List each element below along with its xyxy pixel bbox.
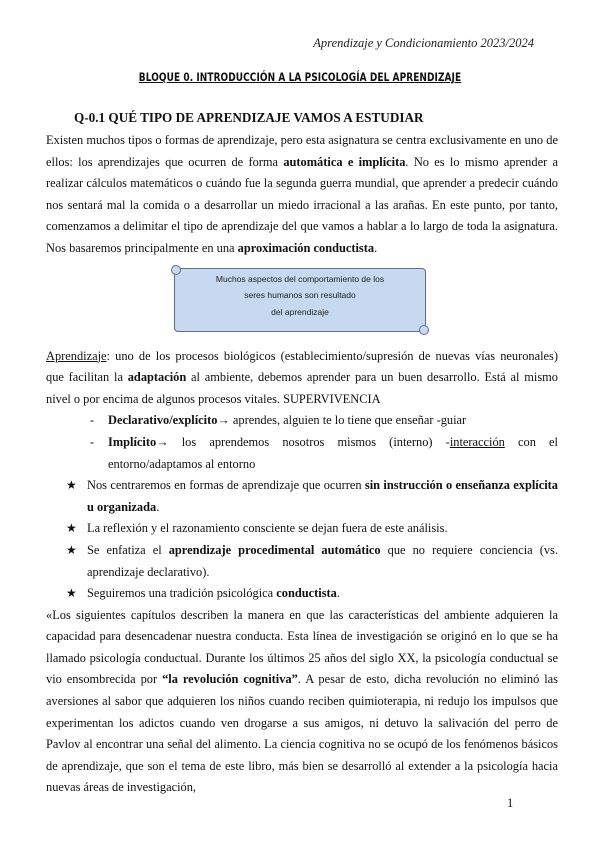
emphasis-behaviorist-approach: aproximación conductista: [237, 240, 375, 255]
list-item: ★ Nos centraremos en formas de aprendizaje que ocurren sin instrucción o enseñanza explícita u organizada.: [66, 475, 558, 518]
learning-types-list: [46, 410, 558, 475]
emphasis-adaptation: adaptación: [127, 370, 187, 385]
emphasis-automatic-implicit: automática e implícita: [283, 154, 406, 169]
page-body: [46, 130, 558, 799]
star-bullet-list: [46, 475, 558, 605]
scroll-callout-wrapper: [46, 260, 558, 346]
scroll-callout: [174, 268, 426, 332]
list-item: - Implícito→ los aprendemos nosotros mismos (interno) -interacción con el entorno/adaptamos al entorno: [90, 432, 558, 475]
callout-line-3: del aprendizaje: [271, 306, 329, 317]
list-item: ★ La reflexión y el razonamiento consciente se dejan fuera de este análisis.: [66, 518, 558, 540]
definition-paragraph: Aprendizaje: uno de los procesos biológicos (establecimiento/supresión de nuevas vías neuronales) que facilitan la adaptación al ambiente, debemos aprender para un buen desarrollo. Está al mismo nivel o por encima de algunos procesos vitales. SUPERVIVENCIA: [46, 348, 559, 406]
scroll-curl-icon: [171, 265, 181, 275]
quote-paragraph: «Los siguientes capítulos describen la manera en que las características del ambiente adquieren la capacidad para desencadenar nuestra conducta. Esta línea de investigación se originó en lo que se ha llamado psicología conductual. Durante los últimos 25 años del siglo XX, la psicología conductual se vio ensombrecida por “la revolución cognitiva”. A pesar de esto, dicha revolución no eliminó las aversiones al sabor que adquieren los niños cuando reciben quimioterapia, ni redujo los impulsos que experimentan los adictos cuando ven drogarse a sus amigos, ni detuvo la salivación del perro de Pavlov al encontrar una señal del alimento. La ciencia cognitiva no se ocupó de los fenómenos básicos de aprendizaje, que son el tema de este libro, más bien se desarrolló al extender a la psicología hacia nuevas áreas de investigación,: [46, 607, 559, 795]
definition-term: Aprendizaje: [46, 348, 107, 363]
callout-line-1: Muchos aspectos del comportamiento de los: [215, 273, 385, 284]
list-item: - Declarativo/explícito→ aprendes, alguien te lo tiene que enseñar -guiar: [90, 410, 558, 432]
section-title: Q-0.1 QUÉ TIPO DE APRENDIZAJE VAMOS A ESTUDIAR: [74, 110, 424, 125]
block-title: BLOQUE 0. INTRODUCCIÓN A LA PSICOLOGÍA DEL APRENDIZAJE: [138, 70, 462, 84]
emphasis-cognitive-revolution: “la revolución cognitiva”: [162, 672, 298, 687]
running-header: Aprendizaje y Condicionamiento 2023/2024: [313, 36, 534, 50]
intro-paragraph: Existen muchos tipos o formas de aprendizaje, pero esta asignatura se centra exclusivamente en uno de ellos: los aprendizajes que ocurren de forma automática e implícita. No es lo mismo aprender a realizar cálculos matemáticos o cuándo fue la segunda guerra mundial, que aprender a predecir cuándo nos sentará mal la comida o a desarrollar un miedo irracional a las arañas. En este punto, por tanto, comenzamos a delimitar el tipo de aprendizaje del que vamos a hablar a lo largo de toda la asignatura. Nos basaremos principalmente en una aproximación conductista.: [46, 133, 558, 255]
scroll-curl-icon: [419, 325, 429, 335]
list-item: ★ Seguiremos una tradición psicológica conductista.: [66, 583, 558, 605]
callout-line-2: seres humanos son resultado: [244, 290, 356, 301]
list-item: ★ Se enfatiza el aprendizaje procedimental automático que no requiere conciencia (vs. aprendizaje declarativo).: [66, 540, 558, 583]
page-number: 1: [507, 796, 514, 810]
